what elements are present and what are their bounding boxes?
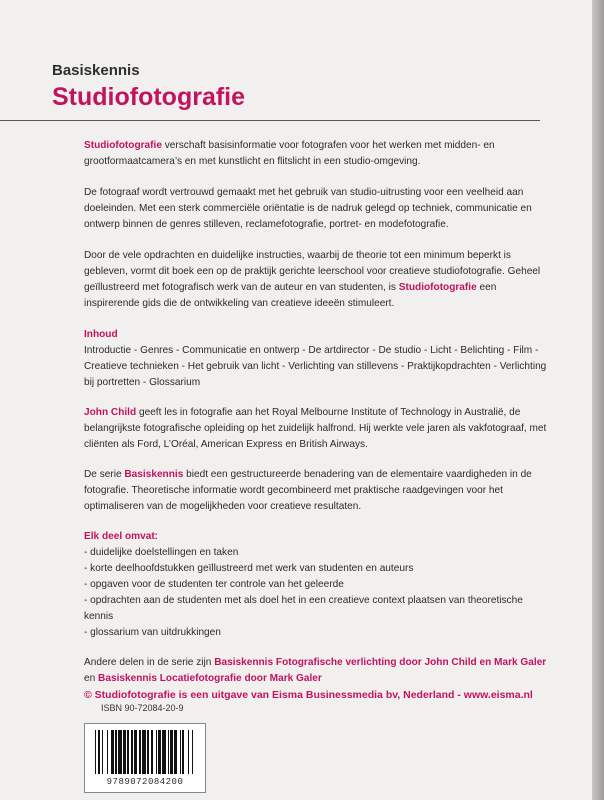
serie-brand: Basiskennis	[124, 469, 184, 480]
publisher-footer: © Studiofotografie is een uitgave van Eisma Businessmedia bv, Nederland - www.eisma.nl	[84, 689, 533, 701]
elk-deel-heading: Elk deel omvat:	[84, 531, 159, 542]
opdrachten-text-pre: Door de vele opdrachten en duidelijke instructies, waarbij de theorie tot een minimum beperkt is gebleven, vormt dit boek een op de praktijk gerichte leerschool voor creatieve studiofotografie. Geheel geïllustreerd met fotografisch werk van de auteur en van studenten, is	[84, 250, 541, 293]
series-name: Basiskennis	[52, 62, 140, 79]
inhoud-heading: Inhoud	[84, 329, 118, 340]
barcode-bars	[95, 730, 195, 774]
list-item: - duidelijke doelstellingen en taken	[84, 545, 554, 561]
author-paragraph	[84, 405, 554, 453]
barcode	[84, 723, 206, 793]
andere-delen-paragraph	[84, 655, 554, 687]
andere-text-pre: Andere delen in de serie zijn	[84, 657, 215, 668]
divider-rule	[0, 120, 540, 121]
author-bio: geeft les in fotografie aan het Royal Melbourne Institute of Technology in Australië, de belangrijkste fotografische opleiding op het zuidelijk halfrond. Hij werkte vele jaren als vakfotograaf, met cliënten als Ford, L’Oréal, American Express en British Airways.	[84, 407, 547, 450]
author-name: John Child	[84, 407, 137, 418]
blurb-content	[84, 138, 554, 703]
serie-text-post: biedt een gestructureerde benadering van de elementaire vaardigheden in de fotografie. Theoretische informatie wordt gecombineerd met praktische raadgevingen voor het optimaliseren van de mogelijkheden voor creatieve resultaten.	[84, 469, 532, 512]
inhoud-list: Introductie - Genres - Communicatie en ontwerp - De artdirector - De studio - Licht - Belichting - Film - Creatieve technieken - Het gebruik van licht - Verlichting van stillevens - Praktijkopdrachten - Verlichting bij portretten - Glossarium	[84, 345, 547, 388]
serie-text-pre: De serie	[84, 469, 125, 480]
barcode-number: 9789072084200	[106, 777, 184, 787]
opdrachten-paragraph	[84, 248, 554, 312]
opdrachten-brand: Studiofotografie	[398, 282, 477, 293]
isbn-number: ISBN 90-72084-20-9	[101, 703, 184, 713]
list-item: - glossarium van uitdrukkingen	[84, 625, 554, 641]
andere-book-1: Basiskennis Fotografische verlichting door John Child en Mark Galer	[214, 657, 547, 668]
intro-brand: Studiofotografie	[84, 140, 162, 151]
serie-paragraph	[84, 467, 554, 515]
uitrusting-paragraph: De fotograaf wordt vertrouwd gemaakt met het gebruik van studio-uitrusting voor een veelheid aan doeleinden. Met een sterk commerciële oriëntatie is de nadruk gelegd op techniek, communicatie en ontwerp binnen de genres stilleven, reclamefotografie, portret- en modefotografie.	[84, 187, 532, 230]
list-item: - opdrachten aan de studenten met als doel het in een creatieve context plaatsen van theoretische kennis	[84, 593, 554, 625]
list-item: - korte deelhoofdstukken geïllustreerd met werk van studenten en auteurs	[84, 561, 554, 577]
andere-text-mid: en	[84, 673, 99, 684]
list-item: - opgaven voor de studenten ter controle van het geleerde	[84, 577, 554, 593]
opdrachten-text-post: een inspirerende gids die de ontwikkeling van creatieve ideeën stimuleert.	[84, 282, 497, 309]
andere-book-2: Basiskennis Locatiefotografie door Mark Galer	[98, 673, 322, 684]
intro-text: verschaft basisinformatie voor fotografen voor het werken met midden- en grootformaatcamera’s en met kunstlicht en flitslicht in een studio-omgeving.	[84, 140, 495, 167]
page-edge	[592, 0, 604, 800]
intro-paragraph	[84, 138, 554, 170]
book-title: Studiofotografie	[52, 83, 246, 111]
barcode-stripe	[193, 730, 194, 774]
elk-deel-list	[84, 545, 554, 641]
